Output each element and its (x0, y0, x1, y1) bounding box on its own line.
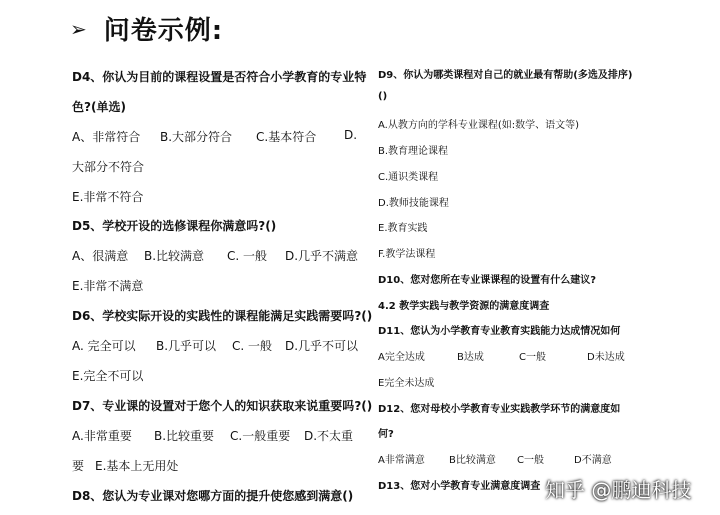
option-d5-c: C. 一般 (227, 249, 268, 263)
option-d7-a: A.非常重要 (72, 429, 132, 443)
question-d4-line1: D4、你认为目前的课程设置是否符合小学教育的专业特 (72, 70, 367, 84)
option-d11-c: C一般 (519, 352, 546, 363)
option-d6-b: B.几乎可以 (156, 339, 217, 353)
question-d12-line1: D12、您对母校小学教育专业实践教学环节的满意度如 (378, 404, 621, 415)
option-d9-a: A.从教方向的学科专业课程(如:数学、语文等) (378, 120, 580, 131)
option-d4-b: B.大部分符合 (160, 130, 233, 144)
option-d9-b: B.教育理论课程 (378, 146, 449, 157)
option-d5-b: B.比较满意 (144, 249, 205, 263)
option-d6-c: C. 一般 (232, 339, 273, 353)
option-d11-d: D未达成 (587, 352, 625, 363)
option-d9-f: F.教学法课程 (378, 249, 436, 260)
arrow-bullet-icon: ➢ (70, 16, 88, 41)
option-d4-a: A、非常符合 (72, 130, 141, 144)
page-title (70, 10, 223, 47)
option-d7-b: B.比较重要 (154, 429, 215, 443)
option-d5-a: A、很满意 (72, 249, 129, 263)
option-d9-d: D.教师技能课程 (378, 198, 449, 209)
question-d8: D8、您认为专业课对您哪方面的提升使您感到满意() (72, 489, 354, 503)
question-d12-line2: 何? (378, 429, 394, 440)
option-d5-e: E.非常不满意 (72, 279, 144, 293)
question-d9-line1: D9、你认为哪类课程对自己的就业最有帮助(多选及排序) (378, 70, 633, 81)
question-d11: D11、您认为小学教育专业教育实践能力达成情况如何 (378, 326, 621, 337)
option-d11-a: A完全达成 (378, 352, 425, 363)
section-heading-4-2: 4.2 教学实践与教学资源的满意度调查 (378, 301, 550, 312)
option-d9-c: C.通识类课程 (378, 172, 439, 183)
option-d6-e: E.完全不可以 (72, 369, 144, 383)
page-title-text: 问卷示例: (103, 16, 224, 46)
option-d11-e: E完全未达成 (378, 378, 435, 389)
zhihu-watermark: 知乎 @鹏迪科技 (545, 478, 692, 502)
question-d5: D5、学校开设的选修课程你满意吗?() (72, 219, 277, 233)
option-d4-c: C.基本符合 (256, 130, 317, 144)
option-d7-d-text: 要 (72, 459, 85, 473)
question-d10: D10、您对您所在专业课课程的设置有什么建议? (378, 275, 597, 286)
option-d4-d-text: 大部分不符合 (72, 160, 145, 174)
option-d9-e: E.教育实践 (378, 223, 428, 234)
option-d4-e: E.非常不符合 (72, 190, 144, 204)
question-d9-line2: () (378, 91, 388, 102)
question-d4-line2: 色?(单选) (72, 100, 126, 114)
option-d6-d: D.几乎不可以 (285, 339, 359, 353)
question-d13: D13、您对小学教育专业满意度调查 (378, 481, 541, 492)
option-d7-d: D.不太重 (304, 429, 354, 443)
option-d7-c: C.一般重要 (230, 429, 291, 443)
option-d7-e: E.基本上无用处 (95, 459, 179, 473)
option-d5-d: D.几乎不满意 (285, 249, 359, 263)
option-d12-c: C一般 (517, 455, 544, 466)
option-d12-a: A非常满意 (378, 455, 425, 466)
option-d12-b: B比较满意 (449, 455, 496, 466)
option-d4-d: D. (344, 128, 358, 142)
question-d7: D7、专业课的设置对于您个人的知识获取来说重要吗?() (72, 399, 373, 413)
option-d12-d: D不满意 (574, 455, 612, 466)
option-d11-b: B达成 (457, 352, 484, 363)
question-d6: D6、学校实际开设的实践性的课程能满足实践需要吗?() (72, 309, 373, 323)
option-d6-a: A. 完全可以 (72, 339, 136, 353)
